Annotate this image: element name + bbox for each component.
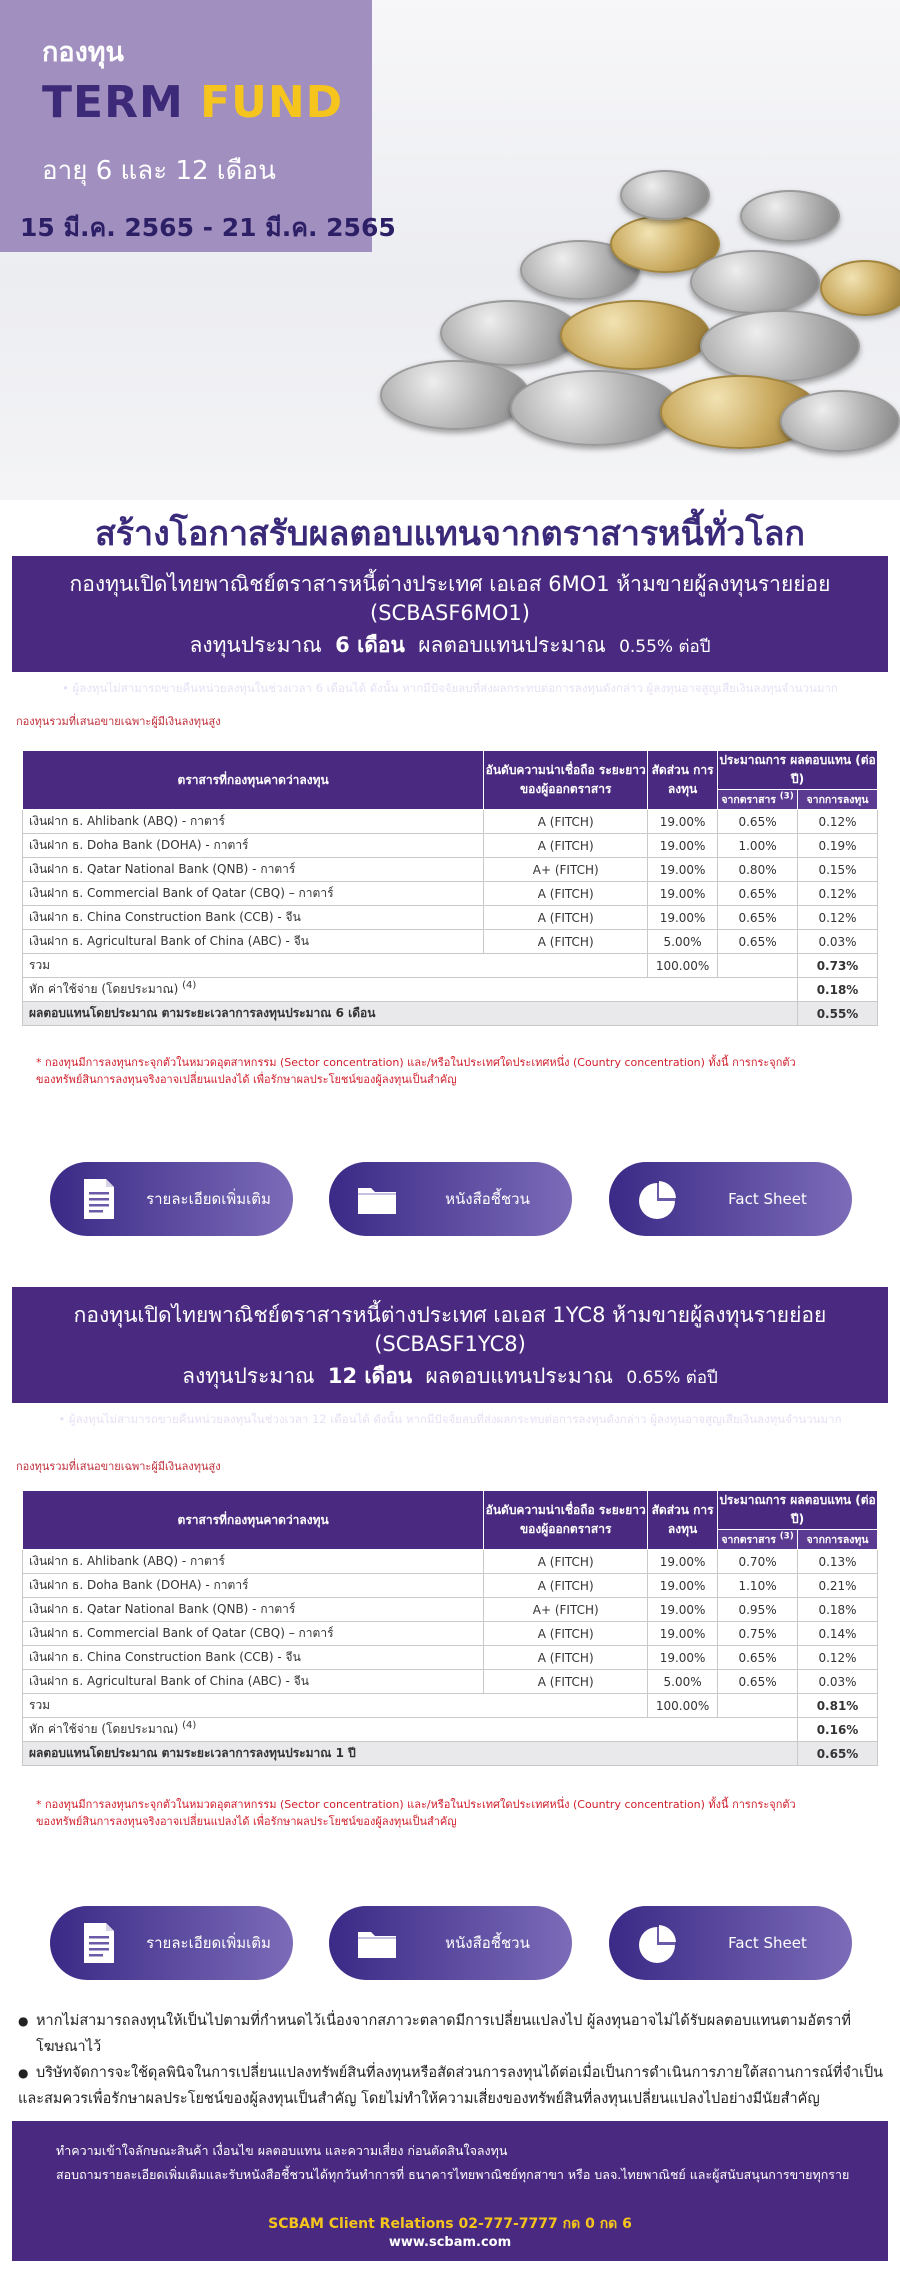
website-link[interactable]: www.scbam.com — [388, 2235, 512, 2250]
col-return-group: ประมาณการ ผลตอบแทน (ต่อปี) — [718, 751, 878, 790]
fund-table-6mo1 — [22, 750, 878, 1026]
hero-banner — [0, 0, 900, 500]
net-return-row: ผลตอบแทนโดยประมาณ ตามระยะเวลาการลงทุนประมาณ 1 ปี 0.65% — [23, 1742, 878, 1766]
headline: สร้างโอกาสรับผลตอบแทนจากตราสารหนี้ทั่วโลก — [94, 514, 806, 554]
table-row: เงินฝาก ธ. Commercial Bank of Qatar (CBQ) – กาตาร์ A (FITCH) 19.00% 0.75% 0.14% — [23, 1622, 878, 1646]
disclaimer-item-cont: และสมควรเพื่อรักษาผลประโยชน์ของผู้ลงทุนเป็นสำคัญ โดยไม่ทำให้ความเสี่ยงของทรัพย์สินที่ลงทุนเปลี่ยนแปลงไปอย่างมีนัยสำคัญ — [18, 2091, 820, 2107]
table-row: เงินฝาก ธ. Qatar National Bank (QNB) - กาตาร์ A+ (FITCH) 19.00% 0.80% 0.15% — [23, 858, 878, 882]
col-asset: ตราสารที่กองทุนคาดว่าลงทุน — [23, 1491, 484, 1550]
hero-title: TERM FUND — [42, 77, 344, 128]
fund-table-1yc8 — [22, 1490, 878, 1766]
fee-row: หัก ค่าใช้จ่าย (โดยประมาณ) $^{(4)}$ 0.18% — [23, 978, 878, 1002]
details-button-label: รายละเอียดเพิ่มเติม — [146, 1190, 271, 1208]
table-row: เงินฝาก ธ. China Construction Bank (CCB) - จีน A (FITCH) 19.00% 0.65% 0.12% — [23, 906, 878, 930]
net-return-row: ผลตอบแทนโดยประมาณ ตามระยะเวลาการลงทุนประมาณ 6 เดือน 0.55% — [23, 1002, 878, 1026]
fund-warning-note: • ผู้ลงทุนไม่สามารถขายคืนหน่วยลงทุนในช่วงเวลา 12 เดือนได้ ดังนั้น หากมีปัจจัยลบที่ส่งผลกระทบต่อการลงทุนดังกล่าว ผู้ลงทุนอาจสูญเสียเงินลงทุนจำนวนมาก — [58, 1412, 842, 1426]
pie-chart-icon — [635, 1920, 679, 1966]
fund-summary: ลงทุนประมาณ 12 เดือน ผลตอบแทนประมาณ 0.65% ต่อปี — [182, 1364, 718, 1388]
concentration-footnote: * กองทุนมีการลงทุนกระจุกตัวในหมวดอุตสาหกรรม (Sector concentration) และ/หรือในประเทศใดประเทศหนึ่ง (Country concentration) ทั้งนี้ การกระจุกตัว ของทรัพย์สินการลงทุนจริงอาจเปลี่ยนแปลงได้ เพื่อรักษาผลประโยชน์ของผู้ลงทุนเป็นสำคัญ — [36, 1056, 796, 1086]
table-row: เงินฝาก ธ. Doha Bank (DOHA) - กาตาร์ A (FITCH) 19.00% 1.00% 0.19% — [23, 834, 878, 858]
table-row: เงินฝาก ธ. Agricultural Bank of China (ABC) - จีน A (FITCH) 5.00% 0.65% 0.03% — [23, 930, 878, 954]
footer — [12, 2121, 888, 2261]
col-from-asset: จากตราสาร $^{(3)}$ — [718, 790, 798, 810]
fund-summary: ลงทุนประมาณ 6 เดือน ผลตอบแทนประมาณ 0.55% ต่อปี — [189, 633, 711, 657]
col-from-invest: จากการลงทุน — [798, 790, 878, 810]
folder-icon — [355, 1920, 399, 1966]
fee-row: หัก ค่าใช้จ่าย (โดยประมาณ) $^{(4)}$ 0.16% — [23, 1718, 878, 1742]
footer-line1: ทำความเข้าใจลักษณะสินค้า เงื่อนไข ผลตอบแทน และความเสี่ยง ก่อนตัดสินใจลงทุน — [56, 2143, 508, 2158]
col-from-invest: จากการลงทุน — [798, 1530, 878, 1550]
disclaimer-bullets — [18, 2008, 888, 2112]
hnw-tag: กองทุนรวมที่เสนอขายเฉพาะผู้มีเงินลงทุนสูง — [16, 1460, 221, 1473]
table-row: เงินฝาก ธ. Agricultural Bank of China (ABC) - จีน A (FITCH) 5.00% 0.65% 0.03% — [23, 1670, 878, 1694]
prospectus-button-label: หนังสือชี้ชวน — [445, 1934, 530, 1952]
col-ratio: สัดส่วน การลงทุน — [648, 751, 718, 810]
document-icon — [76, 1176, 120, 1222]
fund-name: กองทุนเปิดไทยพาณิชย์ตราสารหนี้ต่างประเทศ เอเอส 1YC8 ห้ามขายผู้ลงทุนรายย่อย (SCBASF1YC8) — [73, 1303, 827, 1356]
details-button-label: รายละเอียดเพิ่มเติม — [146, 1934, 271, 1952]
factsheet-button[interactable] — [609, 1162, 852, 1236]
table-row: เงินฝาก ธ. Commercial Bank of Qatar (CBQ) – กาตาร์ A (FITCH) 19.00% 0.65% 0.12% — [23, 882, 878, 906]
prospectus-button[interactable] — [329, 1162, 572, 1236]
hero-age: อายุ 6 และ 12 เดือน — [42, 156, 276, 186]
disclaimer-item: ● หากไม่สามารถลงทุนให้เป็นไปตามที่กำหนดไว้เนื่องจากสภาวะตลาดมีการเปลี่ยนแปลงไป ผู้ลงทุนอาจไม่ได้รับผลตอบแทนตามอัตราที่โฆษณาไว้ — [18, 2008, 888, 2060]
table-row: เงินฝาก ธ. China Construction Bank (CCB) - จีน A (FITCH) 19.00% 0.65% 0.12% — [23, 1646, 878, 1670]
factsheet-button-label: Fact Sheet — [728, 1934, 807, 1952]
prospectus-button[interactable] — [329, 1906, 572, 1980]
pie-chart-icon — [635, 1176, 679, 1222]
total-row: รวม 100.00% 0.73% — [23, 954, 878, 978]
col-rating: อันดับความน่าเชื่อถือ ระยะยาวของผู้ออกตราสาร — [484, 1491, 648, 1550]
col-return-group: ประมาณการ ผลตอบแทน (ต่อปี) — [718, 1491, 878, 1530]
table-row: เงินฝาก ธ. Ahlibank (ABQ) - กาตาร์ A (FITCH) 19.00% 0.65% 0.12% — [23, 810, 878, 834]
factsheet-button[interactable] — [609, 1906, 852, 1980]
hero-kicker: กองทุน — [42, 37, 125, 68]
factsheet-button-label: Fact Sheet — [728, 1190, 807, 1208]
table-row: เงินฝาก ธ. Qatar National Bank (QNB) - กาตาร์ A+ (FITCH) 19.00% 0.95% 0.18% — [23, 1598, 878, 1622]
col-from-asset: จากตราสาร $^{(3)}$ — [718, 1530, 798, 1550]
fund-banner-1yc8 — [12, 1287, 888, 1426]
total-row: รวม 100.00% 0.81% — [23, 1694, 878, 1718]
folder-icon — [355, 1176, 399, 1222]
fund-name: กองทุนเปิดไทยพาณิชย์ตราสารหนี้ต่างประเทศ เอเอส 6MO1 ห้ามขายผู้ลงทุนรายย่อย (SCBASF6MO1) — [69, 572, 831, 625]
col-asset: ตราสารที่กองทุนคาดว่าลงทุน — [23, 751, 484, 810]
footer-line2: สอบถามรายละเอียดเพิ่มเติมและรับหนังสือชี้ชวนได้ทุกวันทำการที่ ธนาคารไทยพาณิชย์ทุกสาขา หรือ บลจ.ไทยพาณิชย์ และผู้สนับสนุนการขายทุกราย — [56, 2167, 850, 2182]
hero-title-box — [0, 0, 396, 252]
fund-banner-6mo1 — [12, 556, 888, 695]
table-row: เงินฝาก ธ. Ahlibank (ABQ) - กาตาร์ A (FITCH) 19.00% 0.70% 0.13% — [23, 1550, 878, 1574]
table-row: เงินฝาก ธ. Doha Bank (DOHA) - กาตาร์ A (FITCH) 19.00% 1.10% 0.21% — [23, 1574, 878, 1598]
details-button[interactable] — [50, 1162, 293, 1236]
concentration-footnote: * กองทุนมีการลงทุนกระจุกตัวในหมวดอุตสาหกรรม (Sector concentration) และ/หรือในประเทศใดประเทศหนึ่ง (Country concentration) ทั้งนี้ การกระจุกตัว ของทรัพย์สินการลงทุนจริงอาจเปลี่ยนแปลงได้ เพื่อรักษาผลประโยชน์ของผู้ลงทุนเป็นสำคัญ — [36, 1798, 796, 1828]
prospectus-button-label: หนังสือชี้ชวน — [445, 1190, 530, 1208]
col-rating: อันดับความน่าเชื่อถือ ระยะยาวของผู้ออกตราสาร — [484, 751, 648, 810]
disclaimer-item: ● บริษัทจัดการจะใช้ดุลพินิจในการเปลี่ยนแปลงทรัพย์สินที่ลงทุนหรือสัดส่วนการลงทุนได้ต่อเมื่อเป็นการดำเนินการภายใต้สถานการณ์ที่จำเป็น — [18, 2060, 888, 2086]
document-icon — [76, 1920, 120, 1966]
fund-warning-note: • ผู้ลงทุนไม่สามารถขายคืนหน่วยลงทุนในช่วงเวลา 6 เดือนได้ ดังนั้น หากมีปัจจัยลบที่ส่งผลกระทบต่อการลงทุนดังกล่าว ผู้ลงทุนอาจสูญเสียเงินลงทุนจำนวนมาก — [62, 681, 838, 695]
col-ratio: สัดส่วน การลงทุน — [648, 1491, 718, 1550]
hero-dates: 15 มี.ค. 2565 - 21 มี.ค. 2565 — [20, 213, 396, 242]
hnw-tag: กองทุนรวมที่เสนอขายเฉพาะผู้มีเงินลงทุนสูง — [16, 715, 221, 728]
details-button[interactable] — [50, 1906, 293, 1980]
client-relations-contact: SCBAM Client Relations 02-777-7777 กด 0 กด 6 — [268, 2216, 632, 2232]
